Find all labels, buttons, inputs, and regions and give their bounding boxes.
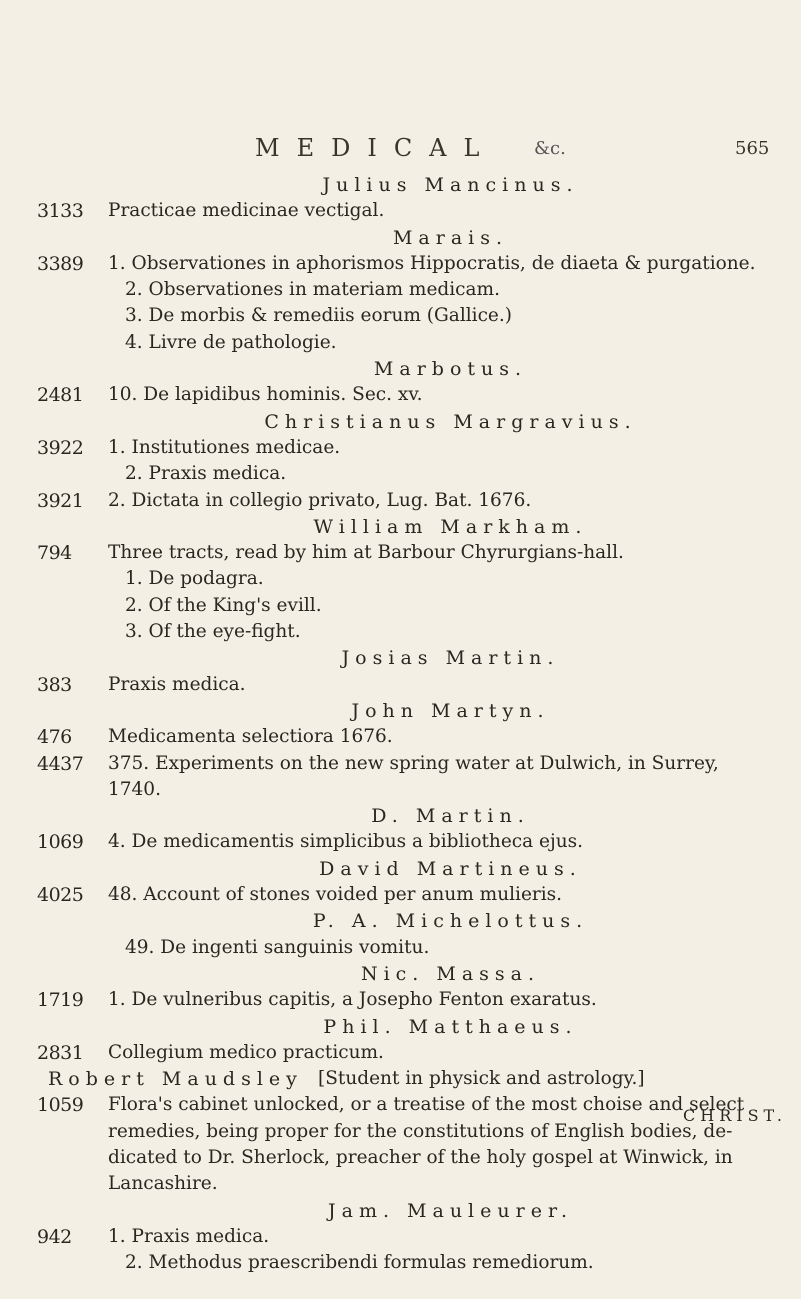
author-heading [0,1066,801,1092]
shelf-number: 2481 [37,384,84,407]
entry-title: Collegium medico practicum. [108,1041,384,1063]
author-heading [0,803,801,829]
entry-title: 2. Of the King's evill. [125,594,322,616]
entry-title: 48. Account of stones voided per anum mulieris. [108,884,563,906]
catalogue-entry [0,724,801,750]
entry-title: dicated to Dr. Sherlock, preacher of the holy gospel at Winwick, in [108,1146,733,1168]
entry-title: Lancashire. [108,1173,218,1195]
running-header [0,134,801,170]
shelf-number: 3133 [37,200,84,223]
author-heading [0,225,801,251]
catalogue-entry [0,1224,801,1250]
catalogue-entry [0,277,801,303]
entry-title: 3. Of the eye-fight. [125,621,301,643]
author-name: Josias Martin. [341,647,560,670]
catalogue-entry [0,540,801,566]
catalogue-entry [0,619,801,645]
entry-title: 10. De lapidibus hominis. Sec. xv. [108,384,423,406]
shelf-number: 1059 [37,1094,84,1117]
catalogue-entry [0,1250,801,1276]
catalogue-entry [0,1092,801,1118]
catalogue-entry [0,382,801,408]
catalogue-entry [0,777,801,803]
author-name: Christianus Margravius. [264,410,637,433]
entry-title: Flora's cabinet unlocked, or a treatise of the most choise and select [108,1094,745,1116]
shelf-number: 383 [37,673,72,696]
author-heading [0,645,801,671]
shelf-number: 942 [37,1225,72,1248]
header-etc: &c. [534,138,566,159]
author-heading [0,908,801,934]
author-name: William Markham. [313,515,588,538]
catalogue-entry [0,330,801,356]
entry-title: 3. De morbis & remediis eorum (Gallice.) [125,305,512,327]
author-heading [0,961,801,987]
catalogue-entry [0,435,801,461]
author-heading [0,172,801,198]
entry-title: 2. Methodus praescribendi formulas remediorum. [125,1252,594,1274]
entry-title: 375. Experiments on the new spring water at Dulwich, in Surrey, [108,752,719,774]
catalogue-entry [0,987,801,1013]
author-name: Marbotus. [373,358,528,381]
shelf-number: 4025 [37,884,84,907]
author-name: P. A. Michelottus. [312,910,589,933]
entry-title: 49. De ingenti sanguinis vomitu. [125,936,430,958]
catalogue-entry [0,829,801,855]
author-name: Nic. Massa. [360,962,541,985]
author-name: D. Martin. [371,805,530,828]
author-heading [0,356,801,382]
author-heading [0,514,801,540]
catalogue-entry [0,198,801,224]
author-heading [0,1198,801,1224]
shelf-number: 3921 [37,489,84,512]
catchword: CHRIST. [683,1106,787,1125]
catalogue-entry [0,488,801,514]
author-name: Marais. [392,226,509,249]
author-note: [Student in physick and astrology.] [318,1068,645,1090]
page-number: 565 [735,138,770,159]
catalogue-entry [0,461,801,487]
catalogue-entry [0,1145,801,1171]
author-name: David Martineus. [319,857,582,880]
author-heading [0,856,801,882]
entry-title: 2. Praxis medica. [125,463,287,485]
catalogue-entry [0,882,801,908]
author-heading [0,698,801,724]
entry-title: remedies, being proper for the constitutions of English bodies, de- [108,1120,733,1142]
entry-title: Praxis medica. [108,673,246,695]
shelf-number: 3389 [37,252,84,275]
entry-title: 2. Observationes in materiam medicam. [125,279,500,301]
catalogue-entry [0,593,801,619]
catalogue-entry [0,303,801,329]
entry-title: 1. Praxis medica. [108,1225,270,1247]
author-name: Julius Mancinus. [322,174,579,196]
entry-title: Three tracts, read by him at Barbour Chyrurgians-hall. [108,542,624,564]
entry-title: 1740. [108,778,161,800]
entry-title: 2. Dictata in collegio privato, Lug. Bat. 1676. [108,489,532,511]
entry-title: 4. De medicamentis simplicibus a bibliotheca ejus. [108,831,584,853]
entry-title: 1. De vulneribus capitis, a Josepho Fenton exaratus. [108,989,597,1011]
catalogue-entry [0,751,801,777]
entry-title: Medicamenta selectiora 1676. [108,726,393,748]
catalogue-entry [0,672,801,698]
author-heading [0,409,801,435]
catalogue-entry [0,566,801,592]
entry-title: 1. Observationes in aphorismos Hippocratis, de diaeta & purgatione. [108,252,756,274]
catalogue-entry [0,1119,801,1145]
entry-title: 1. Institutiones medicae. [108,436,341,458]
shelf-number: 2831 [37,1041,84,1064]
entry-title: 4. Livre de pathologie. [125,331,337,353]
shelf-number: 1719 [37,989,84,1012]
catalogue-entry [0,1040,801,1066]
author-name: Jam. Mauleurer. [328,1199,573,1222]
shelf-number: 3922 [37,436,84,459]
shelf-number: 476 [37,726,72,749]
entry-title: 1. De podagra. [125,568,264,590]
author-heading [0,1014,801,1040]
catalogue-entry [0,935,801,961]
author-name: Robert Maudsley [48,1068,303,1091]
header-title: MEDICAL [255,134,497,162]
entry-list [0,172,801,1276]
catalogue-entry [0,1171,801,1197]
shelf-number: 1069 [37,831,84,854]
author-name: John Martyn. [351,699,550,722]
shelf-number: 4437 [37,752,84,775]
entry-title: Practicae medicinae vectigal. [108,200,385,222]
shelf-number: 794 [37,542,72,565]
catalogue-entry [0,251,801,277]
author-name: Phil. Matthaeus. [323,1015,578,1038]
